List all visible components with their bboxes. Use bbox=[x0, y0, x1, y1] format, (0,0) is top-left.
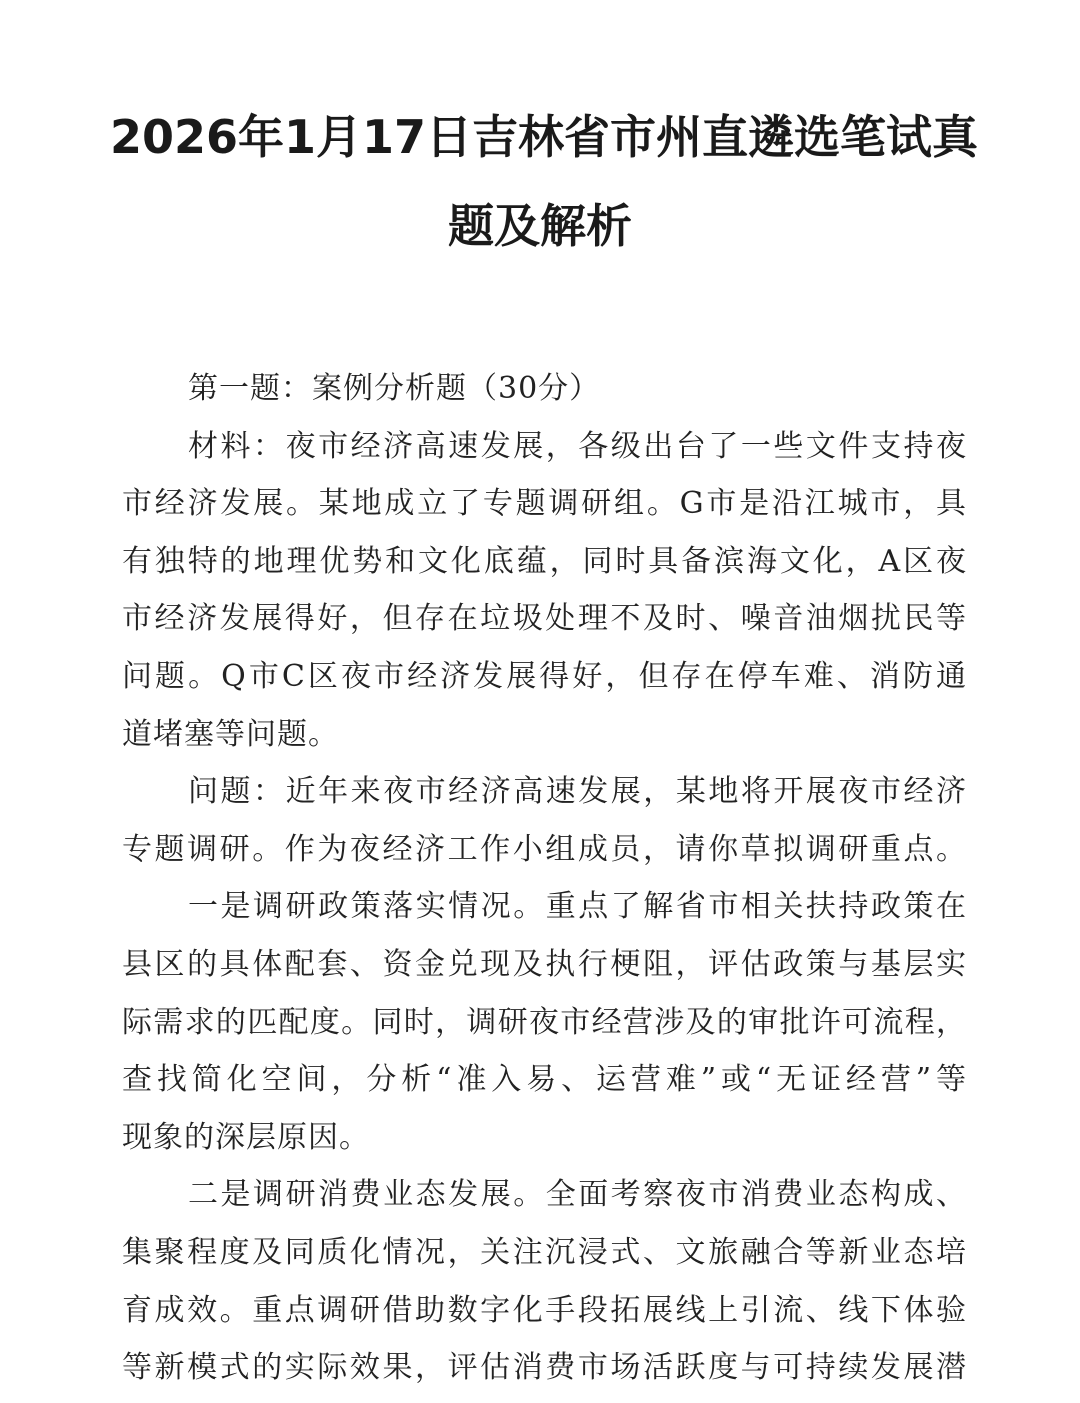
document-title-line-2: 题及解析 bbox=[448, 199, 632, 253]
answer-point-2-line: 二是调研消费业态发展。全面考察夜市消费业态构成、 bbox=[188, 1177, 967, 1213]
answer-point-1-line: 县区的具体配套、资金兑现及执行梗阻，评估政策与基层实 bbox=[122, 946, 967, 982]
section-heading: 第一题：案例分析题（30分） bbox=[188, 371, 601, 406]
material-line: 道堵塞等问题。 bbox=[122, 716, 339, 752]
answer-point-1-line: 一是调研政策落实情况。重点了解省市相关扶持政策在 bbox=[188, 889, 967, 925]
material-line: 材料：夜市经济高速发展，各级出台了一些文件支持夜 bbox=[188, 428, 967, 464]
answer-point-2-line: 集聚程度及同质化情况，关注沉浸式、文旅融合等新业态培 bbox=[122, 1234, 967, 1270]
material-line: 有独特的地理优势和文化底蕴，同时具备滨海文化，A区夜 bbox=[122, 543, 967, 579]
material-line: 市经济发展。某地成立了专题调研组。G市是沿江城市，具 bbox=[122, 486, 967, 522]
answer-point-2-line: 等新模式的实际效果，评估消费市场活跃度与可持续发展潜 bbox=[122, 1350, 967, 1386]
answer-point-1-line: 现象的深层原因。 bbox=[122, 1119, 370, 1155]
material-line: 问题。Q市C区夜市经济发展得好，但存在停车难、消防通 bbox=[122, 658, 967, 694]
material-line: 市经济发展得好，但存在垃圾处理不及时、噪音油烟扰民等 bbox=[122, 601, 967, 637]
answer-point-2-line: 育成效。重点调研借助数字化手段拓展线上引流、线下体验 bbox=[122, 1292, 967, 1328]
document-body bbox=[122, 360, 967, 1397]
document-title-line-1: 2026年1月17日吉林省市州直遴选笔试真 bbox=[110, 110, 979, 164]
answer-point-1-line: 际需求的匹配度。同时，调研夜市经营涉及的审批许可流程， bbox=[122, 1004, 967, 1040]
question-line: 问题：近年来夜市经济高速发展，某地将开展夜市经济 bbox=[188, 774, 967, 810]
question-line: 专题调研。作为夜经济工作小组成员，请你草拟调研重点。 bbox=[122, 831, 967, 867]
answer-point-1-line: 查找简化空间，分析“准入易、运营难”或“无证经营”等 bbox=[122, 1062, 967, 1098]
